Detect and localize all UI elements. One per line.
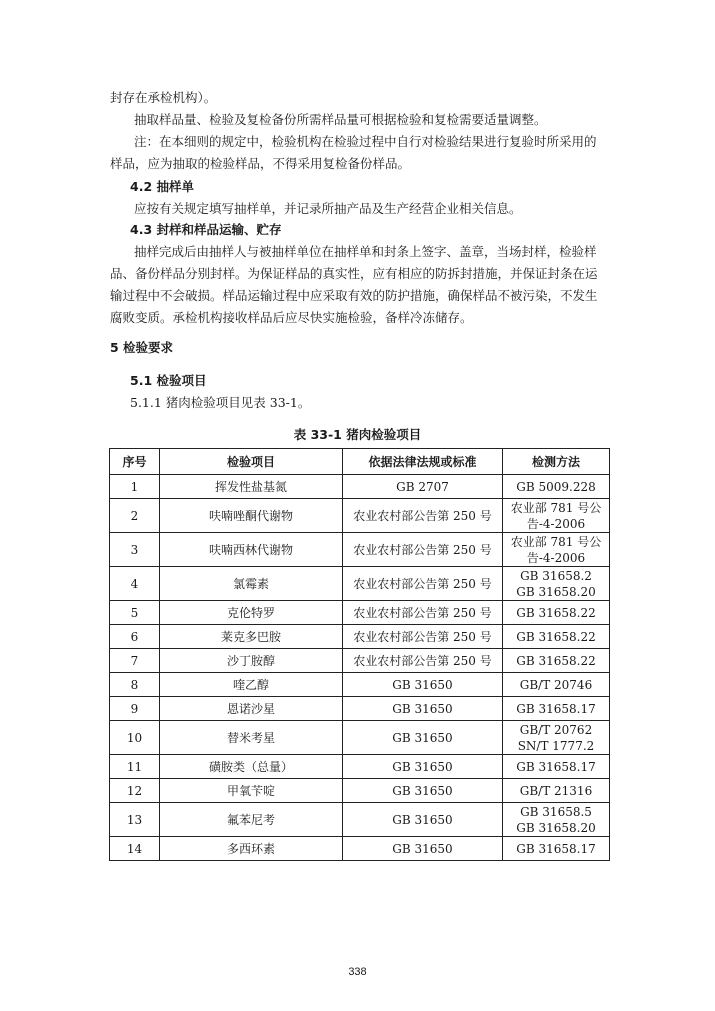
cell-item: 呋喃唑酮代谢物: [160, 499, 343, 533]
table-row: [110, 533, 610, 567]
cell-item: 恩诺沙星: [160, 697, 343, 721]
table-row: [110, 499, 610, 533]
method-line-1: 农业部 781 号公: [510, 500, 602, 515]
cell-item: 喹乙醇: [160, 673, 343, 697]
cell-basis: 农业农村部公告第 250 号: [343, 499, 503, 533]
header-basis: 依据法律法规或标准: [343, 449, 503, 475]
method-line-1: GB 31658.17: [516, 701, 596, 716]
cell-method: [503, 673, 610, 697]
cell-method: [503, 697, 610, 721]
method-line-1: 农业部 781 号公: [510, 534, 602, 549]
cell-item: 替米考星: [160, 721, 343, 755]
table-row: [110, 803, 610, 837]
method-line-1: GB 5009.228: [516, 479, 596, 494]
cell-no: 2: [110, 499, 160, 533]
cell-basis: GB 31650: [343, 779, 503, 803]
cell-method: [503, 567, 610, 601]
cell-item: 挥发性盐基氮: [160, 475, 343, 499]
heading-5: 5 检验要求: [110, 340, 174, 355]
method-line-1: GB 31658.22: [516, 605, 596, 620]
cell-basis: 农业农村部公告第 250 号: [343, 625, 503, 649]
cell-method: [503, 803, 610, 837]
method-line-1: GB/T 20762: [519, 722, 593, 737]
cell-item: 呋喃西林代谢物: [160, 533, 343, 567]
text-line-2: 抽取样品量、检验及复检备份所需样品量可根据检验和复检需要适量调整。: [134, 112, 547, 127]
method-line-2: 告-4-2006: [526, 516, 586, 531]
table-row: [110, 567, 610, 601]
cell-basis: 农业农村部公告第 250 号: [343, 649, 503, 673]
table-row: [110, 649, 610, 673]
cell-no: 6: [110, 625, 160, 649]
cell-no: 7: [110, 649, 160, 673]
cell-method: [503, 533, 610, 567]
method-line-2: 告-4-2006: [526, 550, 586, 565]
method-line-2: GB 31658.20: [516, 820, 596, 835]
cell-basis: GB 31650: [343, 837, 503, 861]
cell-method: [503, 779, 610, 803]
cell-basis: GB 31650: [343, 803, 503, 837]
inspection-items-table: [109, 448, 610, 861]
table-body: [110, 475, 610, 861]
cell-method: [503, 755, 610, 779]
method-line-2: GB 31658.20: [516, 584, 596, 599]
paragraph-5-1-1: 5.1.1 猪肉检验项目见表 33-1。: [130, 395, 311, 410]
paragraph-4-3: 抽样完成后由抽样人与被抽样单位在抽样单和封条上签字、盖章，当场封样，检验样品、备份样品分别封样。为保证样品的真实性，应有相应的防拆封措施，并保证封条在运输过程中不会破损。样品运输过程中应采取有效的防护措施，确保样品不被污染，不发生腐败变质。承检机构接收样品后应尽快实施检验，备样冷冻储存。: [110, 244, 598, 325]
cell-no: 10: [110, 721, 160, 755]
cell-basis: 农业农村部公告第 250 号: [343, 533, 503, 567]
cell-basis: GB 2707: [343, 475, 503, 499]
table-row: [110, 837, 610, 861]
method-line-2: SN/T 1777.2: [517, 738, 595, 753]
cell-method: [503, 837, 610, 861]
table-row: [110, 673, 610, 697]
cell-basis: GB 31650: [343, 673, 503, 697]
cell-no: 14: [110, 837, 160, 861]
table-row: [110, 755, 610, 779]
method-line-1: GB 31658.17: [516, 841, 596, 856]
cell-no: 11: [110, 755, 160, 779]
table-row: [110, 779, 610, 803]
cell-no: 4: [110, 567, 160, 601]
header-no: 序号: [110, 449, 160, 475]
cell-method: [503, 649, 610, 673]
method-line-1: GB 31658.17: [516, 759, 596, 774]
page-number: 338: [348, 966, 367, 978]
cell-no: 8: [110, 673, 160, 697]
table-caption: 表 33-1 猪肉检验项目: [293, 427, 422, 442]
cell-basis: GB 31650: [343, 697, 503, 721]
table-row: [110, 721, 610, 755]
table-header-row: [110, 449, 610, 475]
cell-item: 磺胺类（总量）: [160, 755, 343, 779]
method-line-1: GB 31658.2: [520, 568, 592, 583]
header-method: 检测方法: [503, 449, 610, 475]
cell-no: 1: [110, 475, 160, 499]
cell-no: 9: [110, 697, 160, 721]
cell-item: 氯霉素: [160, 567, 343, 601]
text-line-1: 封存在承检机构）。: [110, 90, 217, 105]
note-paragraph: 注：在本细则的规定中，检验机构在检验过程中自行对检验结果进行复验时所采用的样品，应为抽取的检验样品，不得采用复检备份样品。: [110, 134, 597, 171]
cell-no: 5: [110, 601, 160, 625]
table-row: [110, 475, 610, 499]
cell-no: 3: [110, 533, 160, 567]
cell-item: 莱克多巴胺: [160, 625, 343, 649]
cell-item: 多西环素: [160, 837, 343, 861]
cell-item: 克伦特罗: [160, 601, 343, 625]
heading-4-2: 4.2 抽样单: [130, 179, 194, 194]
method-line-1: GB/T 20746: [519, 677, 593, 692]
method-line-1: GB 31658.22: [516, 629, 596, 644]
method-line-1: GB 31658.22: [516, 653, 596, 668]
heading-5-1: 5.1 检验项目: [130, 373, 207, 388]
cell-method: [503, 625, 610, 649]
cell-method: [503, 601, 610, 625]
table-row: [110, 697, 610, 721]
cell-no: 13: [110, 803, 160, 837]
table-row: [110, 625, 610, 649]
method-line-1: GB/T 21316: [519, 783, 593, 798]
heading-4-3: 4.3 封样和样品运输、贮存: [130, 222, 282, 237]
paragraph-4-2: 应按有关规定填写抽样单，并记录所抽产品及生产经营企业相关信息。: [134, 201, 522, 216]
method-line-1: GB 31658.5: [520, 804, 592, 819]
cell-method: [503, 499, 610, 533]
cell-basis: 农业农村部公告第 250 号: [343, 567, 503, 601]
cell-method: [503, 475, 610, 499]
cell-basis: 农业农村部公告第 250 号: [343, 601, 503, 625]
cell-basis: GB 31650: [343, 755, 503, 779]
cell-item: 甲氧苄啶: [160, 779, 343, 803]
cell-basis: GB 31650: [343, 721, 503, 755]
header-item: 检验项目: [160, 449, 343, 475]
cell-no: 12: [110, 779, 160, 803]
table-row: [110, 601, 610, 625]
cell-item: 沙丁胺醇: [160, 649, 343, 673]
cell-method: [503, 721, 610, 755]
cell-item: 氟苯尼考: [160, 803, 343, 837]
